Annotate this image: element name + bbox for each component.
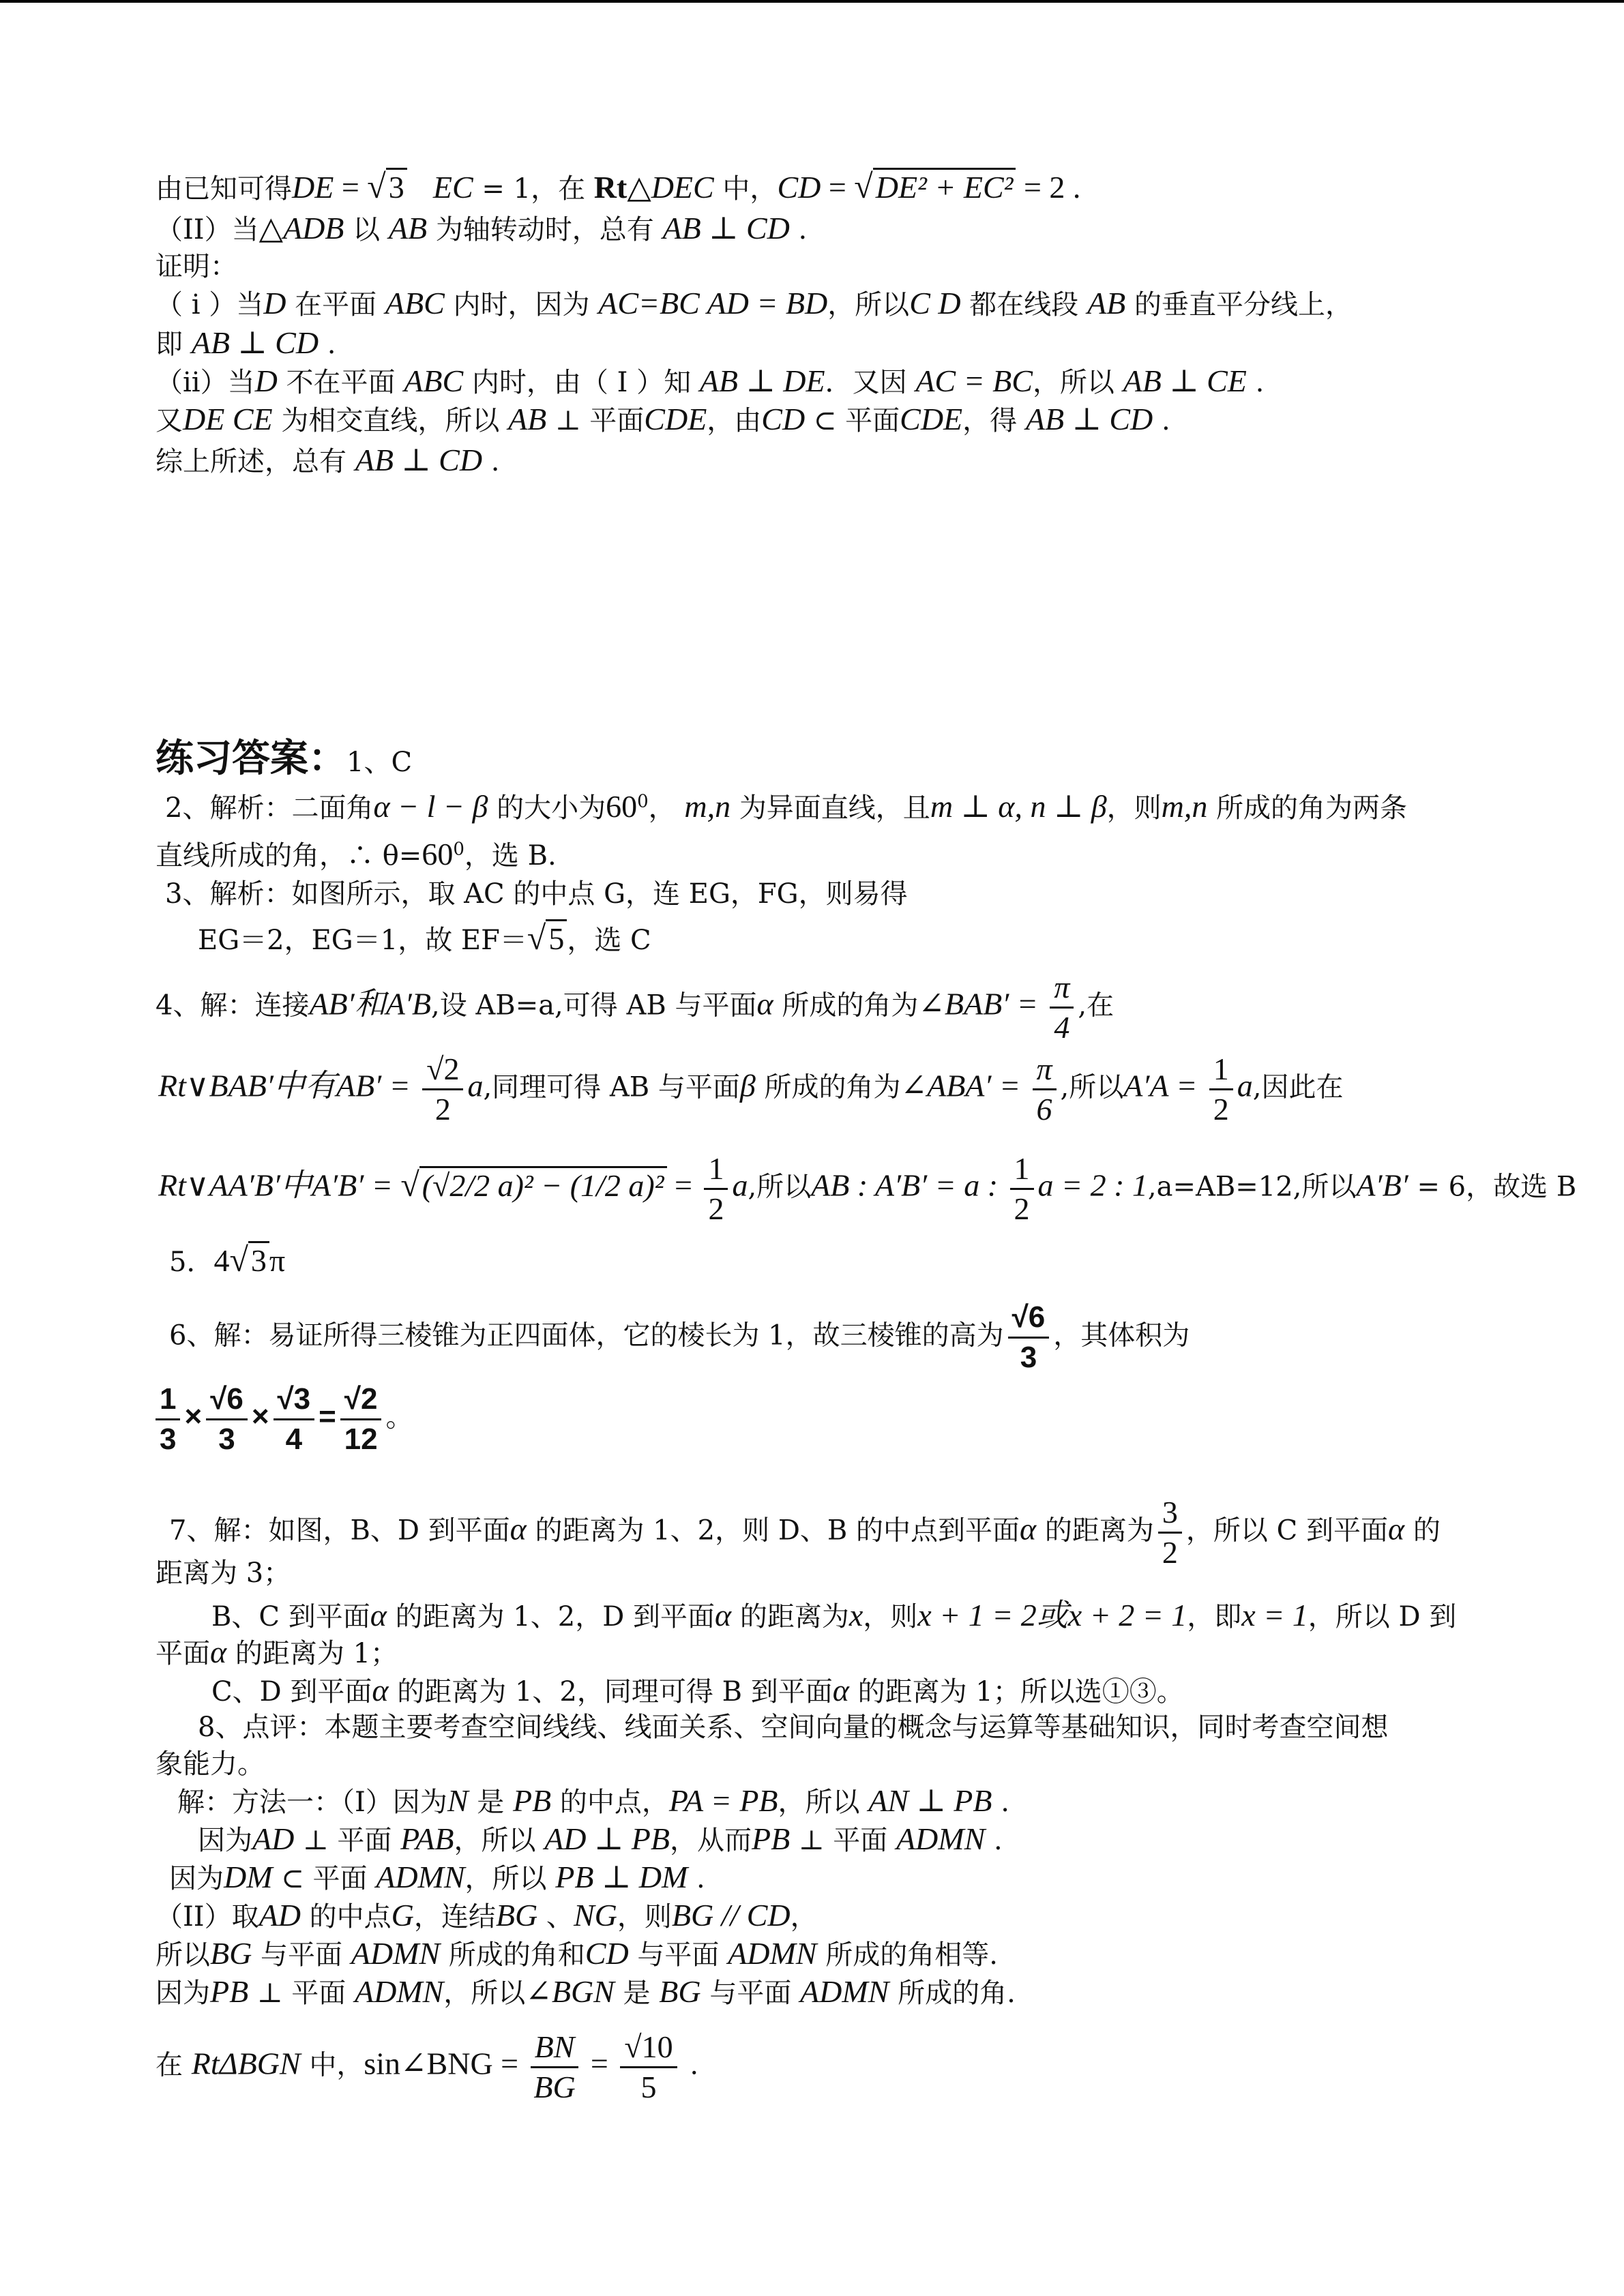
fraction-sqrt3-over-4: $\frac{√3}{4}$ — [274, 1380, 315, 1459]
line-7: 又DE CE 为相交直线，所以 AB ⊥ 平面CDE，由CD ⊂ 平面CDE，得 AB ⊥ CD . — [156, 402, 1170, 436]
fraction-sqrt6-over-3-b: $\frac{√6}{3}$ — [206, 1380, 248, 1459]
line-5: 即 AB ⊥ CD . — [156, 325, 336, 360]
practice-answers-heading: 练习答案： — [156, 736, 346, 781]
fraction-sqrt2-over-12: $\frac{√2}{12}$ — [340, 1380, 382, 1459]
line-14: Rt∨BAB′中有AB′ = $\frac{√2}{2}$ a,同理可得 AB 与平面β 所成的角为∠ABA′ = $\frac{\pi}{6}$ ,所以A′A = $\frac{1}{2}$ a,因此在 — [158, 1050, 1343, 1129]
line-26: 解：方法一：（I）因为N 是 PB 的中点，PA = PB，所以 AN ⊥ PB . — [177, 1783, 1009, 1818]
line-13: 4、解：连接AB′和A′B,设 AB=a,可得 AB 与平面α 所成的角为∠BAB′ = $\frac{\pi}{4}$ ,在 — [156, 968, 1114, 1047]
line-1: 由已知可得DE = √3 EC = 1，在 Rt△DEC 中，CD = √DE² + EC² = 2 . — [156, 167, 1081, 205]
line-9: 2、解析：二面角α − l − β 的大小为$60^0$， m,n 为异面直线，且m ⊥ α, n ⊥ β，则m,n 所成的角为两条 — [165, 789, 1408, 824]
fraction-pi-over-6: $\frac{\pi}{6}$ — [1033, 1050, 1057, 1129]
line-8: 综上所述，总有 AB ⊥ CD . — [156, 443, 500, 477]
fraction-sqrt6-over-3: $\frac{√6}{3}$ — [1008, 1298, 1050, 1377]
line-25: 象能力。 — [156, 1748, 265, 1780]
line-29: （II）取AD 的中点G，连结BG 、NG，则BG // CD， — [156, 1898, 818, 1933]
line-30: 所以BG 与平面 ADMN 所成的角和CD 与平面 ADMN 所成的角相等. — [156, 1936, 998, 1971]
line-12: EG＝2，EG＝1，故 EF＝√5 ，选 C — [198, 919, 651, 957]
line-22: 平面α 的距离为 1； — [156, 1635, 398, 1669]
sqrt-3: √3 — [367, 169, 407, 205]
page-top-border — [0, 0, 1624, 3]
line-28: 因为DM ⊂ 平面 ADMN，所以 PB ⊥ DM . — [169, 1860, 705, 1894]
line-17: 6、解：易证所得三棱锥为正四面体，它的棱长为 1，故三棱锥的高为 $\frac{√6}{3}$ ，其体积为 — [169, 1298, 1190, 1377]
fraction-1-over-2: $\frac{1}{2}$ — [1209, 1050, 1233, 1129]
line-23: C、D 到平面α 的距离为 1、2，同理可得 B 到平面α 的距离为 1；所以选①③。 — [211, 1673, 1184, 1708]
line-31: 因为PB ⊥ 平面 ADMN，所以∠BGN 是 BG 与平面 ADMN 所成的角. — [156, 1974, 1016, 2009]
line-32: 在 RtΔBGN 中，sin∠BNG = $\frac{BN}{BG}$ = $\frac{√10}{5}$ . — [156, 2028, 698, 2106]
sqrt-de2-ec2: √DE² + EC² — [854, 169, 1016, 205]
line-18-volume: $\frac{1}{3}$ × $\frac{√6}{3}$ × $\frac{√3}{4}$ = $\frac{√2}{12}$ 。 — [156, 1380, 413, 1459]
line-10: 直线所成的角，∴ $\theta=60^0$，选 B. — [156, 837, 557, 871]
fraction-sqrt10-over-5: $\frac{√10}{5}$ — [620, 2028, 677, 2106]
fraction-pi-over-4: $\frac{\pi}{4}$ — [1050, 968, 1074, 1047]
line-20: 距离为 3； — [156, 1557, 291, 1589]
fraction-3-over-2: $\frac{3}{2}$ — [1158, 1493, 1182, 1572]
line-4: （ i ）当D 在平面 ABC 内时，因为 AC=BC AD = BD，所以C D 都在线段 AB 的垂直平分线上， — [156, 286, 1353, 320]
line-16: 5．4√3π — [169, 1240, 286, 1279]
sqrt-5: √5 — [527, 921, 567, 956]
line-24: 8、点评：本题主要考查空间线线、线面关系、空间向量的概念与运算等基础知识，同时考查空间想 — [198, 1712, 1389, 1743]
line-21: B、C 到平面α 的距离为 1、2，D 到平面α 的距离为x，则x + 1 = 2或x + 2 = 1，即x = 1，所以 D 到 — [211, 1598, 1457, 1632]
fraction-1-over-3: $\frac{1}{3}$ — [156, 1380, 180, 1459]
fraction-sqrt2-over-2: $\frac{√2}{2}$ — [422, 1050, 463, 1129]
line-2: （II）当△ADB 以 AB 为轴转动时，总有 AB ⊥ CD . — [156, 211, 808, 245]
line-3: 证明： — [156, 251, 237, 282]
fraction-1-over-2-b: $\frac{1}{2}$ — [1010, 1150, 1034, 1228]
line-19: 7、解：如图，B、D 到平面α 的距离为 1、2，则 D、B 的中点到平面α 的距离为 $\frac{3}{2}$ ，所以 C 到平面α 的 — [169, 1493, 1441, 1572]
line-27: 因为AD ⊥ 平面 PAB，所以 AD ⊥ PB，从而PB ⊥ 平面 ADMN . — [198, 1821, 1003, 1856]
sqrt-expression: √(√2/2 a)² − (1/2 a)² — [400, 1164, 666, 1206]
sqrt-3-pi: √3 — [229, 1242, 269, 1278]
line-11: 3、解析：如图所示，取 AC 的中点 G，连 EG，FG，则易得 — [165, 878, 908, 910]
line-6: （ii）当D 不在平面 ABC 内时，由（ I ）知 AB ⊥ DE．又因 AC = BC，所以 AB ⊥ CE . — [156, 363, 1265, 398]
line-15: Rt∨AA′B′中A′B′ = √(√2/2 a)² − (1/2 a)² = $\frac{1}{2}$ a,所以AB : A′B′ = a : $\frac{1}{2}$ a = 2 : 1,a=AB=12,所以A′B′ = 6，故选 B — [158, 1150, 1576, 1228]
practice-answers-heading-line: 练习答案：1、C — [156, 736, 413, 781]
fraction-1-over-2-a: $\frac{1}{2}$ — [704, 1150, 728, 1228]
fraction-bn-over-bg: $\frac{BN}{BG}$ — [531, 2028, 579, 2106]
